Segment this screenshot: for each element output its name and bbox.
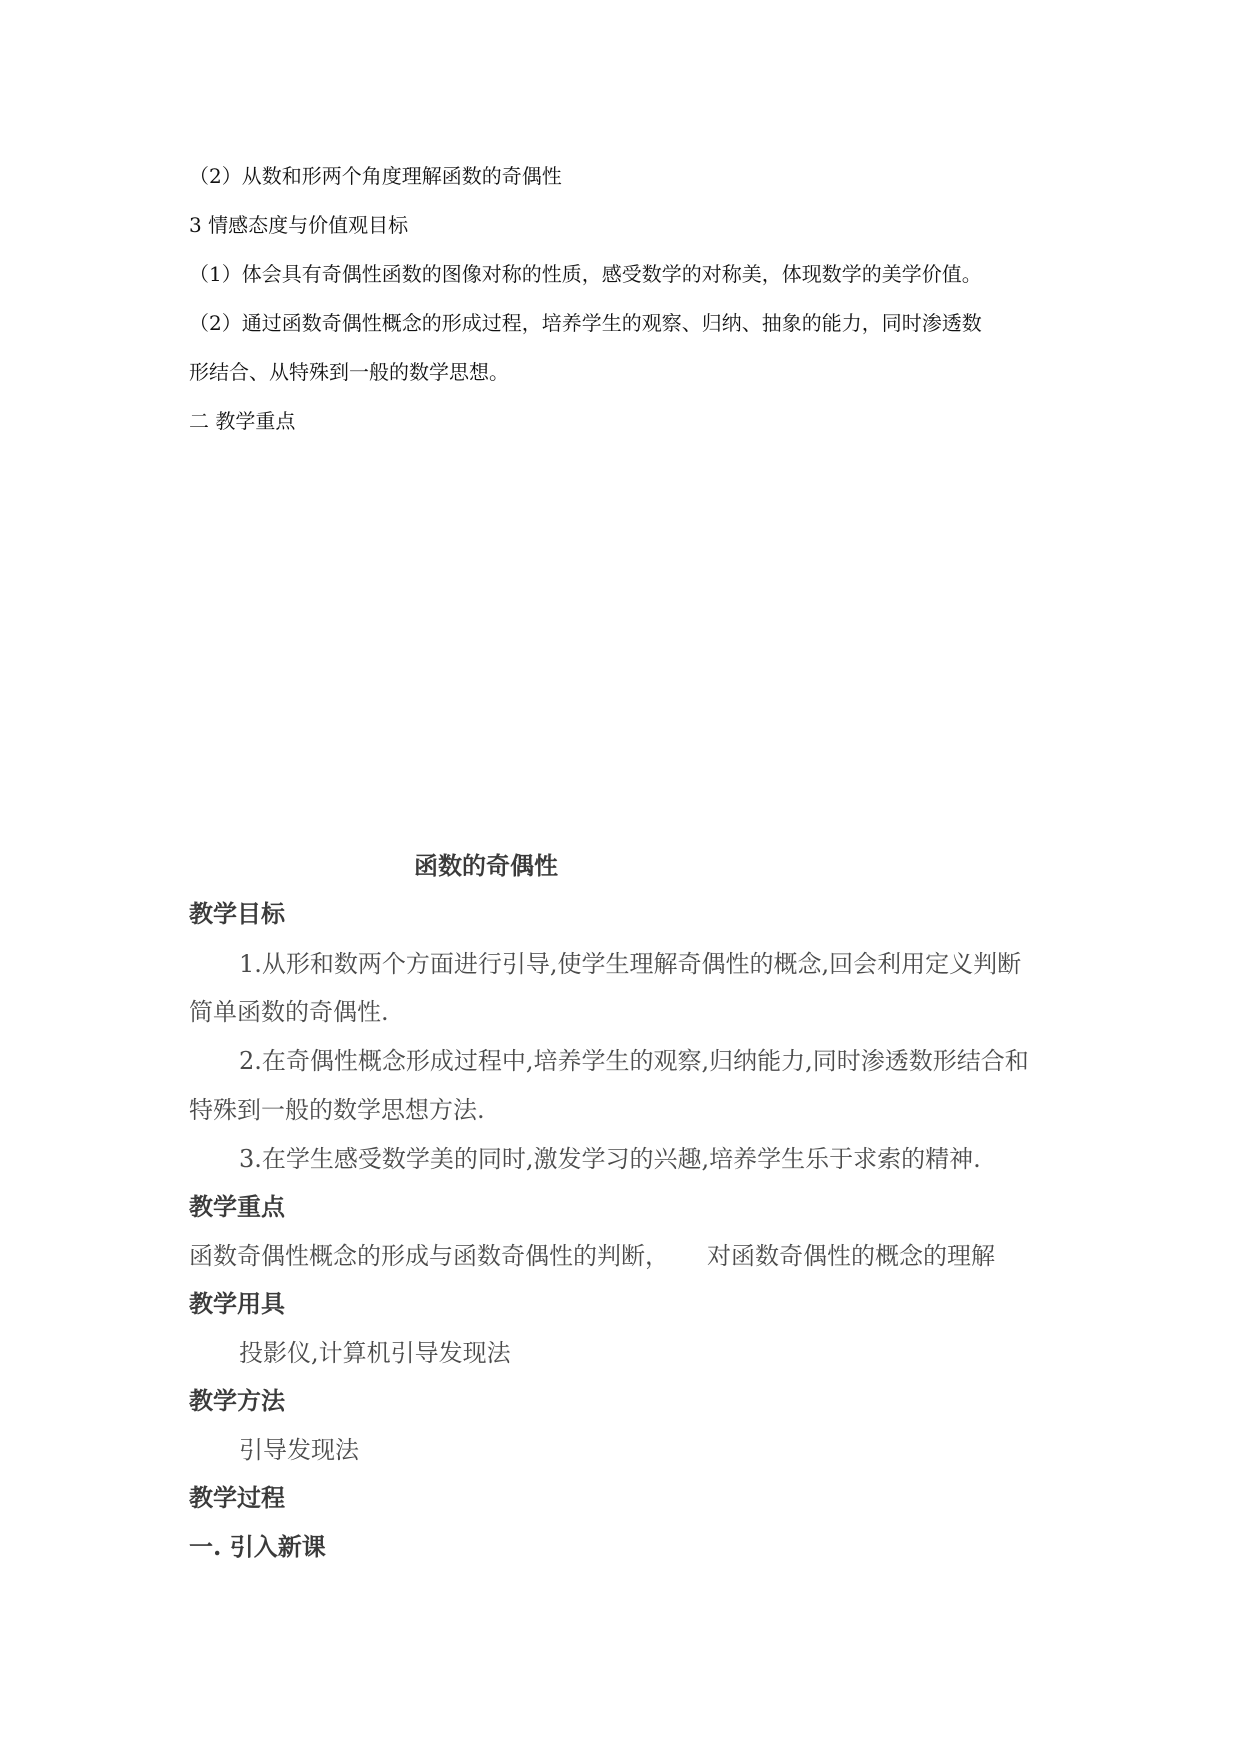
key-points-heading: 教学重点 [189, 1192, 285, 1221]
method-text: 引导发现法 [239, 1436, 359, 1464]
process-heading: 教学过程 [189, 1483, 285, 1512]
objectives-heading: 教学目标 [189, 899, 285, 928]
objective-2-line-2: 特殊到一般的数学思想方法. [189, 1096, 485, 1124]
objective-3: 3.在学生感受数学美的同时,激发学习的兴趣,培养学生乐于求索的精神. [239, 1145, 981, 1173]
affective-objective-item-2-line-2: 形结合、从特殊到一般的数学思想。 [189, 360, 509, 384]
affective-objectives-heading: 3 情感态度与价值观目标 [189, 213, 409, 237]
key-points-part-1: 函数奇偶性概念的形成与函数奇偶性的判断， [189, 1242, 669, 1270]
document-title: 函数的奇偶性 [414, 851, 558, 880]
objective-1-line-2: 简单函数的奇偶性. [189, 998, 389, 1026]
key-points-heading-upper: 二 教学重点 [189, 409, 296, 433]
step-1-heading: 一. 引入新课 [189, 1532, 326, 1561]
method-heading: 教学方法 [189, 1386, 285, 1415]
affective-objective-item-2-line-1: （2）通过函数奇偶性概念的形成过程，培养学生的观察、归纳、抽象的能力，同时渗透数 [189, 311, 982, 335]
tools-heading: 教学用具 [189, 1289, 285, 1318]
tools-text: 投影仪,计算机引导发现法 [239, 1339, 511, 1367]
affective-objective-item-1: （1）体会具有奇偶性函数的图像对称的性质，感受数学的对称美，体现数学的美学价值。 [189, 262, 982, 286]
objective-2-line-1: 2.在奇偶性概念形成过程中,培养学生的观察,归纳能力,同时渗透数形结合和 [239, 1047, 1029, 1075]
key-points-part-2: 对函数奇偶性的概念的理解 [707, 1242, 995, 1270]
key-points-text [189, 1236, 995, 1271]
objective-1-line-1: 1.从形和数两个方面进行引导,使学生理解奇偶性的概念,回会利用定义判断 [239, 950, 1022, 978]
objective-item-2: （2）从数和形两个角度理解函数的奇偶性 [189, 164, 562, 188]
